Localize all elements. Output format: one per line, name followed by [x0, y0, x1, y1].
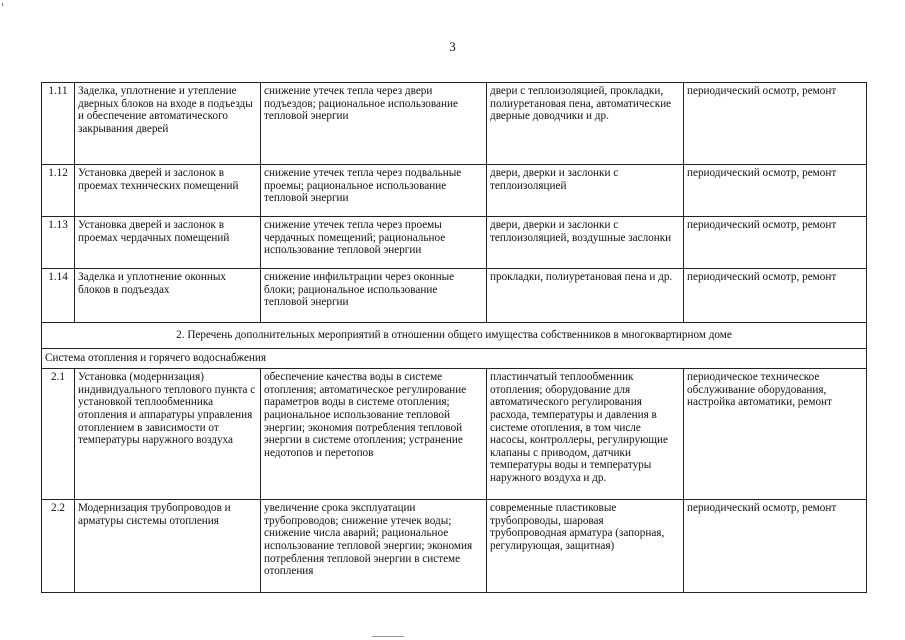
row-number: 1.13: [42, 217, 75, 269]
measures-table: [41, 82, 867, 593]
row-number: 1.11: [42, 83, 75, 165]
table-row: [42, 269, 867, 323]
row-number: 1.14: [42, 269, 75, 323]
table-row: [42, 165, 867, 217]
materials-cell: двери с теплоизоляцией, прокладки, полиуретановая пена, автоматические дверные доводчики и др.: [487, 83, 684, 165]
scan-artifact-line: [372, 636, 404, 637]
effect-cell: снижение утечек тепла через подвальные проемы; рациональное использование тепловой энергии: [261, 165, 487, 217]
table-row: [42, 83, 867, 165]
measure-cell: Заделка и уплотнение оконных блоков в подъездах: [75, 269, 261, 323]
table-row: [42, 500, 867, 593]
measure-cell: Установка дверей и заслонок в проемах чердачных помещений: [75, 217, 261, 269]
table-row: [42, 369, 867, 500]
table-row: [42, 217, 867, 269]
maintenance-cell: периодический осмотр, ремонт: [684, 165, 867, 217]
row-number: 1.12: [42, 165, 75, 217]
maintenance-cell: периодический осмотр, ремонт: [684, 500, 867, 593]
measure-cell: Установка дверей и заслонок в проемах технических помещений: [75, 165, 261, 217]
measure-cell: Модернизация трубопроводов и арматуры системы отопления: [75, 500, 261, 593]
page-number: 3: [449, 39, 456, 54]
effect-cell: снижение утечек тепла через проемы чердачных помещений; рациональное использование тепловой энергии: [261, 217, 487, 269]
subsection-title: Система отопления и горячего водоснабжения: [42, 348, 867, 369]
scan-artifact-dot: [2, 3, 3, 6]
section-title: 2. Перечень дополнительных мероприятий в отношении общего имущества собственников в многоквартирном доме: [42, 323, 867, 349]
section-title-row: [42, 323, 867, 349]
effect-cell: обеспечение качества воды в системе отопления; автоматическое регулирование параметров воды в системе отопления; рациональное использование тепловой энергии; экономия потребления тепловой энергии в системе отопления; устранение недотопов и перетопов: [261, 369, 487, 500]
materials-cell: прокладки, полиуретановая пена и др.: [487, 269, 684, 323]
materials-cell: пластинчатый теплообменник отопления; оборудование для автоматического регулирования расхода, температуры и давления в системе отопления, в том числе насосы, контроллеры, регулирующие клапаны с приводом, датчики температуры воды и температуры наружного воздуха и др.: [487, 369, 684, 500]
effect-cell: снижение инфильтрации через оконные блоки; рациональное использование тепловой энергии: [261, 269, 487, 323]
materials-cell: двери, дверки и заслонки с теплоизоляцией, воздушные заслонки: [487, 217, 684, 269]
materials-cell: современные пластиковые трубопроводы, шаровая трубопроводная арматура (запорная, регулирующая, защитная): [487, 500, 684, 593]
row-number: 2.2: [42, 500, 75, 593]
maintenance-cell: периодический осмотр, ремонт: [684, 83, 867, 165]
maintenance-cell: периодический осмотр, ремонт: [684, 217, 867, 269]
effect-cell: увеличение срока эксплуатации трубопроводов; снижение утечек воды; снижение числа аварий; рациональное использование тепловой энергии; экономия потребления тепловой энергии в системе отопления: [261, 500, 487, 593]
maintenance-cell: периодическое техническое обслуживание оборудования, настройка автоматики, ремонт: [684, 369, 867, 500]
subsection-row: [42, 348, 867, 369]
row-number: 2.1: [42, 369, 75, 500]
effect-cell: снижение утечек тепла через двери подъездов; рациональное использование тепловой энергии: [261, 83, 487, 165]
measure-cell: Установка (модернизация) индивидуального теплового пункта с установкой теплообменника отопления и аппаратуры управления отоплением в зависимости от температуры наружного воздуха: [75, 369, 261, 500]
maintenance-cell: периодический осмотр, ремонт: [684, 269, 867, 323]
materials-cell: двери, дверки и заслонки с теплоизоляцией: [487, 165, 684, 217]
measure-cell: Заделка, уплотнение и утепление дверных блоков на входе в подъезды и обеспечение автоматического закрывания дверей: [75, 83, 261, 165]
